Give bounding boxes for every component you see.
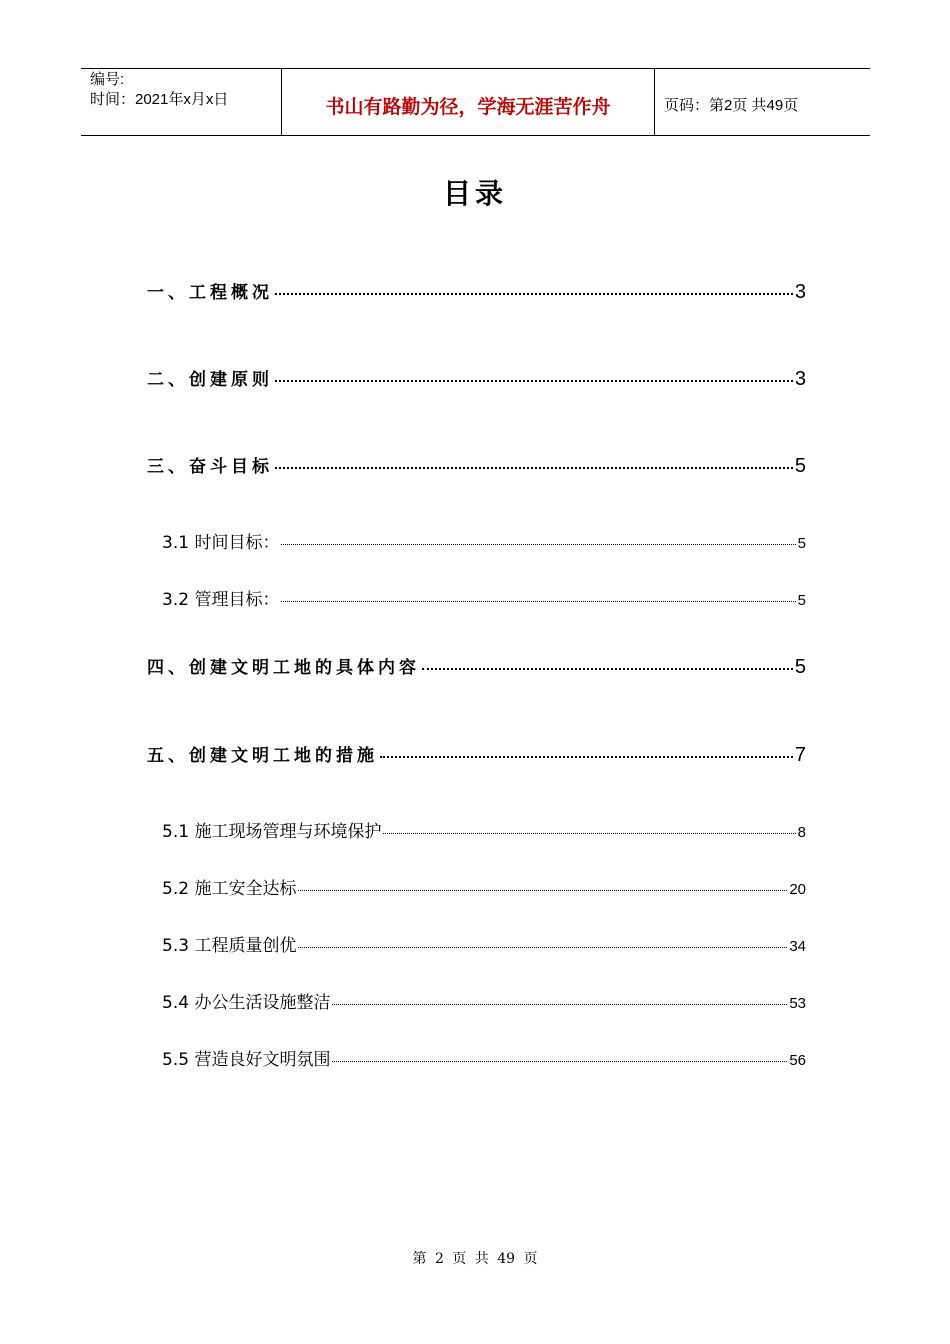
document-number-label: 编号: bbox=[90, 71, 125, 88]
toc-subentry-label: 5.1 施工现场管理与环境保护 bbox=[162, 822, 382, 842]
toc-leader-dots bbox=[275, 380, 793, 382]
header-motto: 书山有路勤为径，学海无涯苦作舟 bbox=[325, 96, 611, 118]
toc-entry-page: 7 bbox=[794, 744, 806, 766]
toc-title: 目录 bbox=[442, 177, 507, 210]
toc-entry[interactable] bbox=[147, 452, 806, 478]
toc-subentry-label: 5.2 施工安全达标 bbox=[162, 879, 297, 899]
toc-subentry-page: 5 bbox=[797, 535, 806, 552]
header-motto-cell bbox=[282, 69, 655, 135]
document-date: 时间：2021年x月x日 bbox=[90, 91, 229, 108]
toc-subentry-label: 5.5 营造良好文明氛围 bbox=[162, 1050, 331, 1070]
toc-leader-dots bbox=[422, 668, 793, 670]
header-page-info: 页码：第2页 共49页 bbox=[664, 97, 799, 114]
toc-leader-dots bbox=[332, 1061, 787, 1062]
toc-leader-dots bbox=[332, 1004, 787, 1005]
toc-leader-dots bbox=[281, 544, 795, 545]
toc-entry-label: 五、创建文明工地的措施 bbox=[147, 746, 378, 766]
toc-leader-dots bbox=[275, 467, 793, 469]
page-footer: 第 2 页 共 49 页 bbox=[412, 1251, 538, 1267]
toc-subentry-page: 53 bbox=[789, 995, 806, 1012]
toc-leader-dots bbox=[275, 293, 793, 295]
toc-entry[interactable] bbox=[147, 278, 806, 304]
toc-subentry[interactable] bbox=[162, 931, 806, 956]
toc-entry[interactable] bbox=[147, 365, 806, 391]
toc-subentry-label: 3.2 管理目标： bbox=[162, 590, 280, 610]
toc-leader-dots bbox=[383, 833, 795, 834]
toc-subentry[interactable] bbox=[162, 528, 806, 553]
toc-subentry-page: 56 bbox=[789, 1052, 806, 1069]
toc-entry-label: 三、奋斗目标 bbox=[147, 457, 273, 477]
toc-entry-label: 二、创建原则 bbox=[147, 370, 273, 390]
page-header bbox=[81, 68, 870, 136]
toc-entry-label: 四、创建文明工地的具体内容 bbox=[147, 658, 420, 678]
toc-entry[interactable] bbox=[147, 741, 806, 767]
toc-leader-dots bbox=[298, 947, 787, 948]
toc-subentry[interactable] bbox=[162, 874, 806, 899]
toc-subentry-label: 5.3 工程质量创优 bbox=[162, 936, 297, 956]
toc-subentry-label: 3.1 时间目标： bbox=[162, 533, 280, 553]
toc-subentry-page: 34 bbox=[789, 938, 806, 955]
toc-leader-dots bbox=[380, 756, 793, 758]
toc-entry-label: 一、工程概况 bbox=[147, 283, 273, 303]
toc-subentry[interactable] bbox=[162, 988, 806, 1013]
toc-entry[interactable] bbox=[147, 653, 806, 679]
toc-subentry-page: 8 bbox=[797, 824, 806, 841]
toc-subentry-page: 20 bbox=[789, 881, 806, 898]
toc-leader-dots bbox=[298, 890, 787, 891]
toc-subentry-page: 5 bbox=[797, 592, 806, 609]
toc-subentry[interactable] bbox=[162, 1045, 806, 1070]
toc-entry-page: 3 bbox=[794, 368, 806, 390]
toc-entry-page: 5 bbox=[794, 455, 806, 477]
toc-subentry-label: 5.4 办公生活设施整洁 bbox=[162, 993, 331, 1013]
toc-leader-dots bbox=[281, 601, 795, 602]
toc-subentry[interactable] bbox=[162, 817, 806, 842]
header-meta-cell bbox=[81, 69, 282, 135]
toc-entry-page: 3 bbox=[794, 281, 806, 303]
toc-subentry[interactable] bbox=[162, 585, 806, 610]
toc-entry-page: 5 bbox=[794, 656, 806, 678]
header-page-cell bbox=[655, 69, 870, 135]
